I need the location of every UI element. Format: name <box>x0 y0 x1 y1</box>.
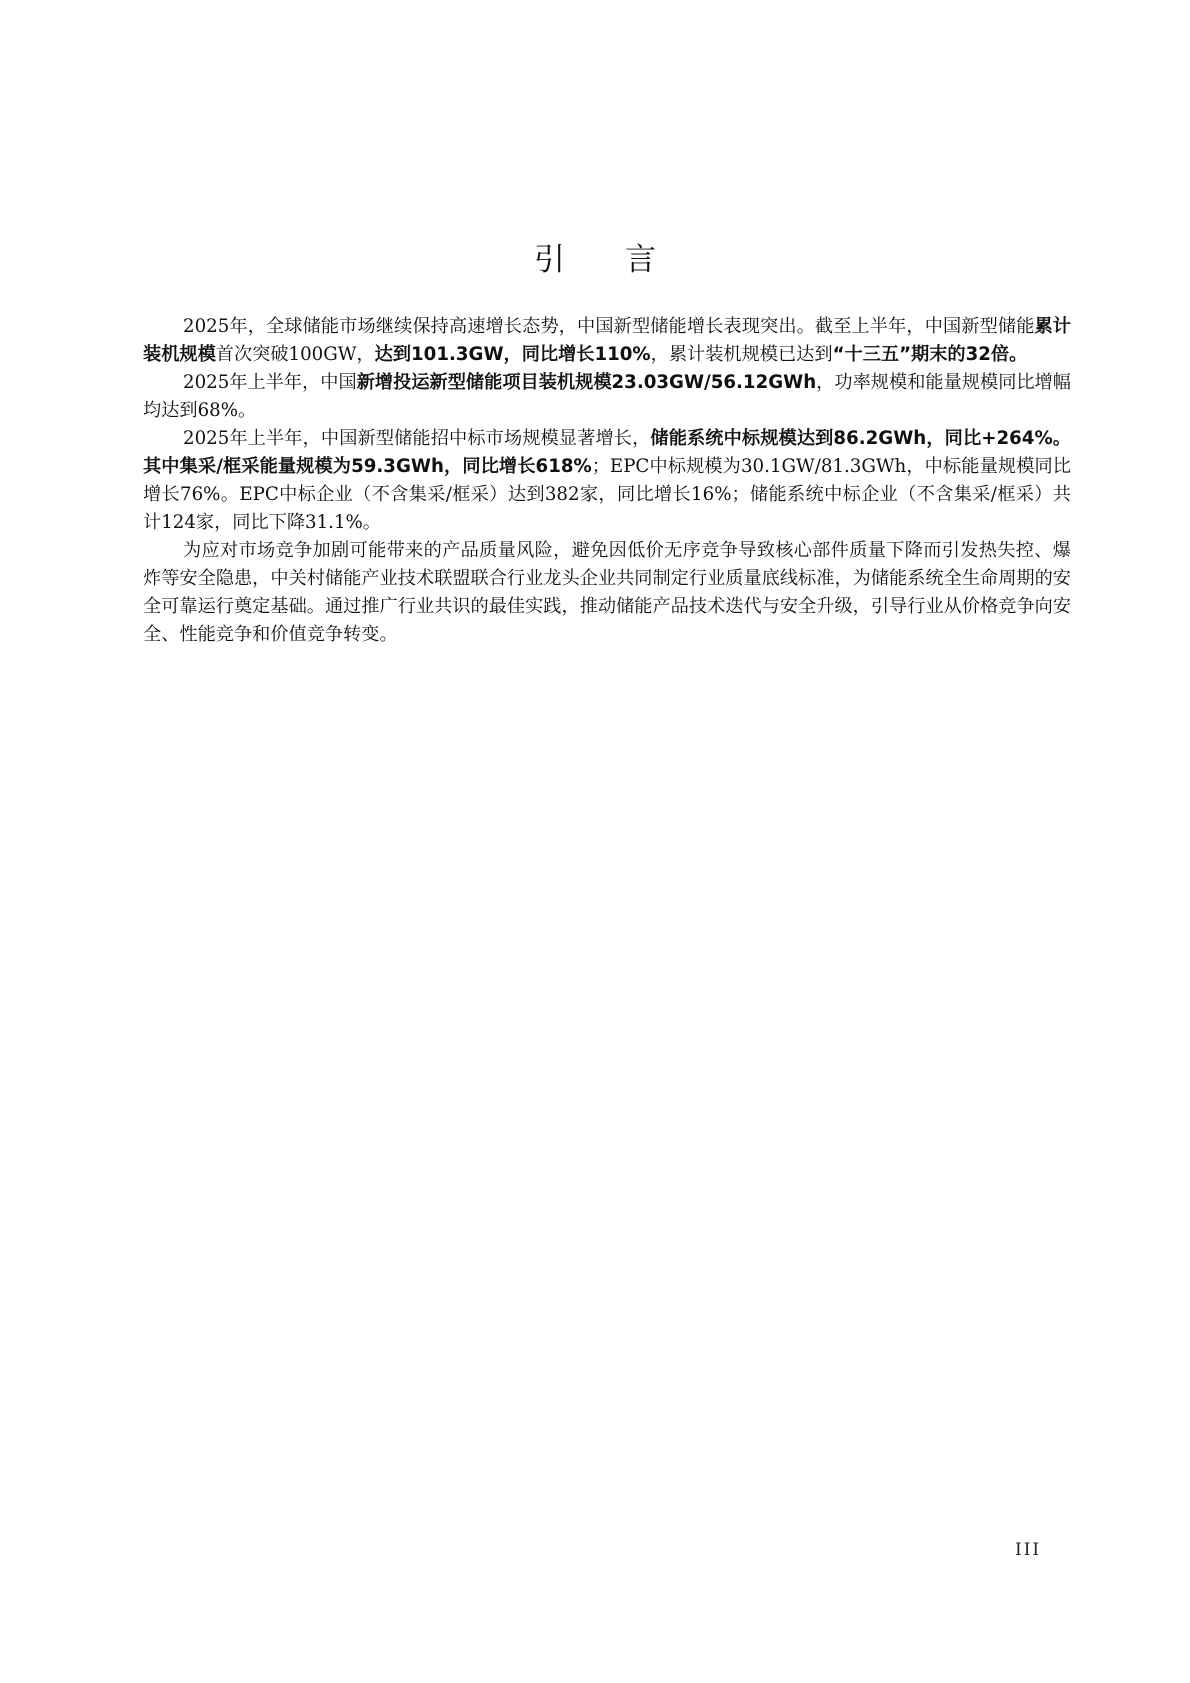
text-run: 为应对市场竞争加剧可能带来的产品质量风险，避免因低价无序竞争导致核心部件质量下降而引发热失控、爆炸等安全隐患，中关村储能产业技术联盟联合行业龙头企业共同制定行业质量底线标准，为储能系统全生命周期的安全可靠运行奠定基础。通过推广行业共识的最佳实践，推动储能产品技术迭代与安全升级，引导行业从价格竞争向安全、性能竞争和价值竞争转变。 <box>143 540 1071 645</box>
bold-text-run: 储能系统中标规模达到86.2GWh，同比+264%。其中集采/框采能量规模为59.3GWh，同比增长618% <box>143 428 1071 477</box>
bold-text-run: 达到101.3GW，同比增长110% <box>374 344 651 365</box>
bold-text-run: 新增投运新型储能项目装机规模23.03GW/56.12GWh <box>356 372 817 393</box>
text-run: ；EPC中标规模为30.1GW/81.3GWh，中标能量规模同比增长76%。EPC中标企业（不含集采/框采）达到382家，同比增长16%；储能系统中标企业（不含集采/框采）共计124家，同比下降31.1%。 <box>143 456 1071 533</box>
paragraph-3 <box>143 425 1071 537</box>
bold-text-run: “十三五”期末的32倍。 <box>832 344 1028 365</box>
paragraph-2 <box>143 369 1071 425</box>
page-title: 引言 <box>534 242 716 278</box>
page-number: III <box>1015 1540 1042 1560</box>
paragraph-1 <box>143 313 1071 369</box>
bold-text-run: 累计装机规模 <box>143 316 1071 365</box>
document-body <box>143 313 1071 649</box>
text-run: ，累计装机规模已达到 <box>650 344 833 365</box>
text-run: ，功率规模和能量规模同比增幅均达到68%。 <box>143 372 1071 421</box>
text-run: 首次突破100GW， <box>215 344 375 365</box>
text-run: 2025年，全球储能市场继续保持高速增长态势，中国新型储能增长表现突出。截至上半年，中国新型储能 <box>183 316 1035 337</box>
text-run: 2025年上半年，中国 <box>183 372 357 393</box>
paragraph-4 <box>143 537 1071 649</box>
text-run: 2025年上半年，中国新型储能招中标市场规模显著增长， <box>183 428 651 449</box>
